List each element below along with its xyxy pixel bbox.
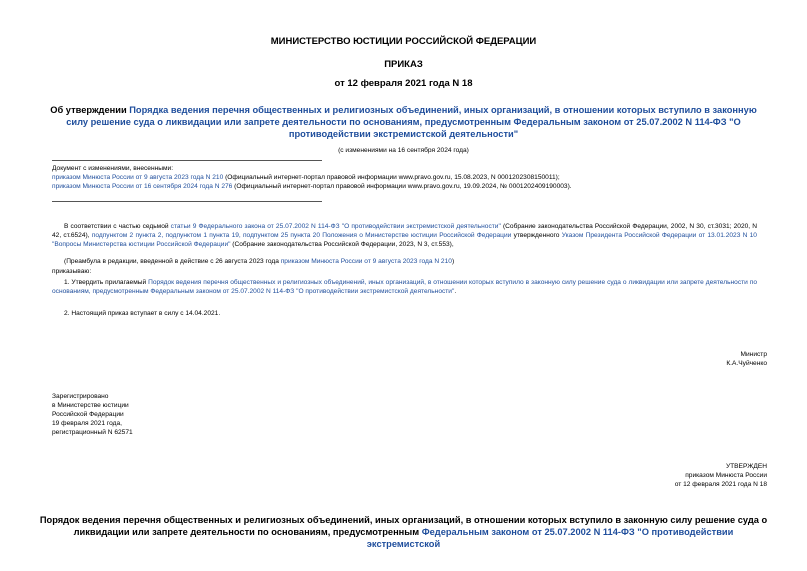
annex-law-link[interactable]: Федеральным законом от 25.07.2002 N 114-ФЗ "О противодействии экстремистской [366,527,734,549]
approved-line: приказом Минюста России [685,472,767,479]
item1-text-a: 1. Утвердить прилагаемый [64,279,149,286]
registration-line: Российской Федерации [52,411,124,418]
p1-text-b: (Собрание законодательства Российской Федерации, 2002, N 30, ст.3031; 2020, N 42, ст.6524), [52,223,758,239]
changes-block [52,164,772,191]
p1-text-a: В соответствии с частью седьмой [64,223,171,230]
preamble-link[interactable]: приказом Минюста России от 9 августа 2023 года N 210 [280,258,452,265]
registration-block [52,392,133,437]
signature-position: Министр [740,351,767,358]
title-prefix: Об утверждении [50,105,130,115]
approved-line: УТВЕРЖДЕН [725,463,767,470]
annex-title-text: Порядок ведения перечня общественных и религиозных объединений, иных организаций, в отношении которых вступило в законную силу решение суда о ликвидации или запрете деятельности по основаниям, предусмотренным [39,515,768,537]
change-item [52,173,772,182]
law-article-link[interactable]: статьи 9 Федерального закона от 25.07.2002 N 114-ФЗ "О противодействии экстремистской деятельности" [170,223,501,230]
change-text-2: (Официальный интернет-портал правовой информации www.pravo.gov.ru, 19.09.2024, № 0001202409190003). [232,183,572,190]
change-text-1: (Официальный интернет-портал правовой информации www.pravo.gov.ru, 15.08.2023, N 0001202308150011); [223,174,560,181]
order-word: приказываю: [52,268,92,275]
change-item [52,182,772,191]
annex-title [36,514,771,550]
regulation-link[interactable]: подпунктом 2 пункта 2, подпунктом 1 пункта 19, подпунктом 25 пункта 20 Положения о Министерстве юстиции Российской Федерации [91,232,512,239]
decree-link[interactable]: Указом Президента Российской Федерации от 13.01.2023 N 10 "Вопросы Министерства юстиции Российской Федерации" [52,232,757,248]
registration-line: регистрационный N 62571 [52,429,133,436]
preamble-text-a: (Преамбула в редакции, введенной в действие с 26 августа 2023 года [64,258,281,265]
ministry-name: МИНИСТЕРСТВО ЮСТИЦИИ РОССИЙСКОЙ ФЕДЕРАЦИИ [270,36,537,47]
p1-text-d: (Собрание законодательства Российской Федерации, 2023, N 3, ст.553), [230,241,454,248]
page-title [48,104,759,140]
p1-text-c: утвержденного [511,232,562,239]
registration-line: Зарегистрировано [52,393,109,400]
item-2: 2. Настоящий приказ вступает в силу с 14.04.2021. [64,310,221,317]
item1-text-b: . [454,288,457,295]
registration-line: 19 февраля 2021 года, [52,420,122,427]
preamble-text-b: ) [451,258,455,265]
signature [726,350,767,368]
procedure-link[interactable]: Порядок ведения перечня общественных и религиозных объединений, иных организаций, в отношении которых вступило в законную силу решение суда о ликвидации или запрете деятельности по основаниям, предусмотренным Федеральным законом от 25.07.2002 N 114-ФЗ "О противодействии экстремистской деятельности" [52,279,757,295]
signature-name: К.А.Чуйченко [726,360,767,367]
doc-type: ПРИКАЗ [384,59,423,70]
change-link-1[interactable]: приказом Минюста России от 9 августа 2023 года N 210 [52,174,224,181]
approved-block [675,462,767,489]
preamble-note [64,257,764,266]
change-link-2[interactable]: приказом Минюста России от 16 сентября 2024 года N 276 [52,183,233,190]
changes-heading: Документ с изменениями, внесенными: [52,165,174,172]
preamble-paragraph [52,222,757,249]
divider-top [52,160,322,161]
approved-line: от 12 февраля 2021 года N 18 [674,481,767,488]
registration-line: в Министерстве юстиции [52,402,129,409]
divider-bottom [52,201,322,202]
title-link[interactable]: Порядка ведения перечня общественных и религиозных объединений, иных организаций, в отношении которых вступило в законную силу решение суда о ликвидации или запрете деятельности по основаниям, предусмотренным Федеральным законом от 25.07.2002 N 114-ФЗ "О противодействии экстремистской деятельности" [66,105,757,139]
item-1 [52,278,757,296]
changes-note: (с изменениями на 16 сентября 2024 года) [338,147,469,154]
doc-date: от 12 февраля 2021 года N 18 [334,78,473,89]
